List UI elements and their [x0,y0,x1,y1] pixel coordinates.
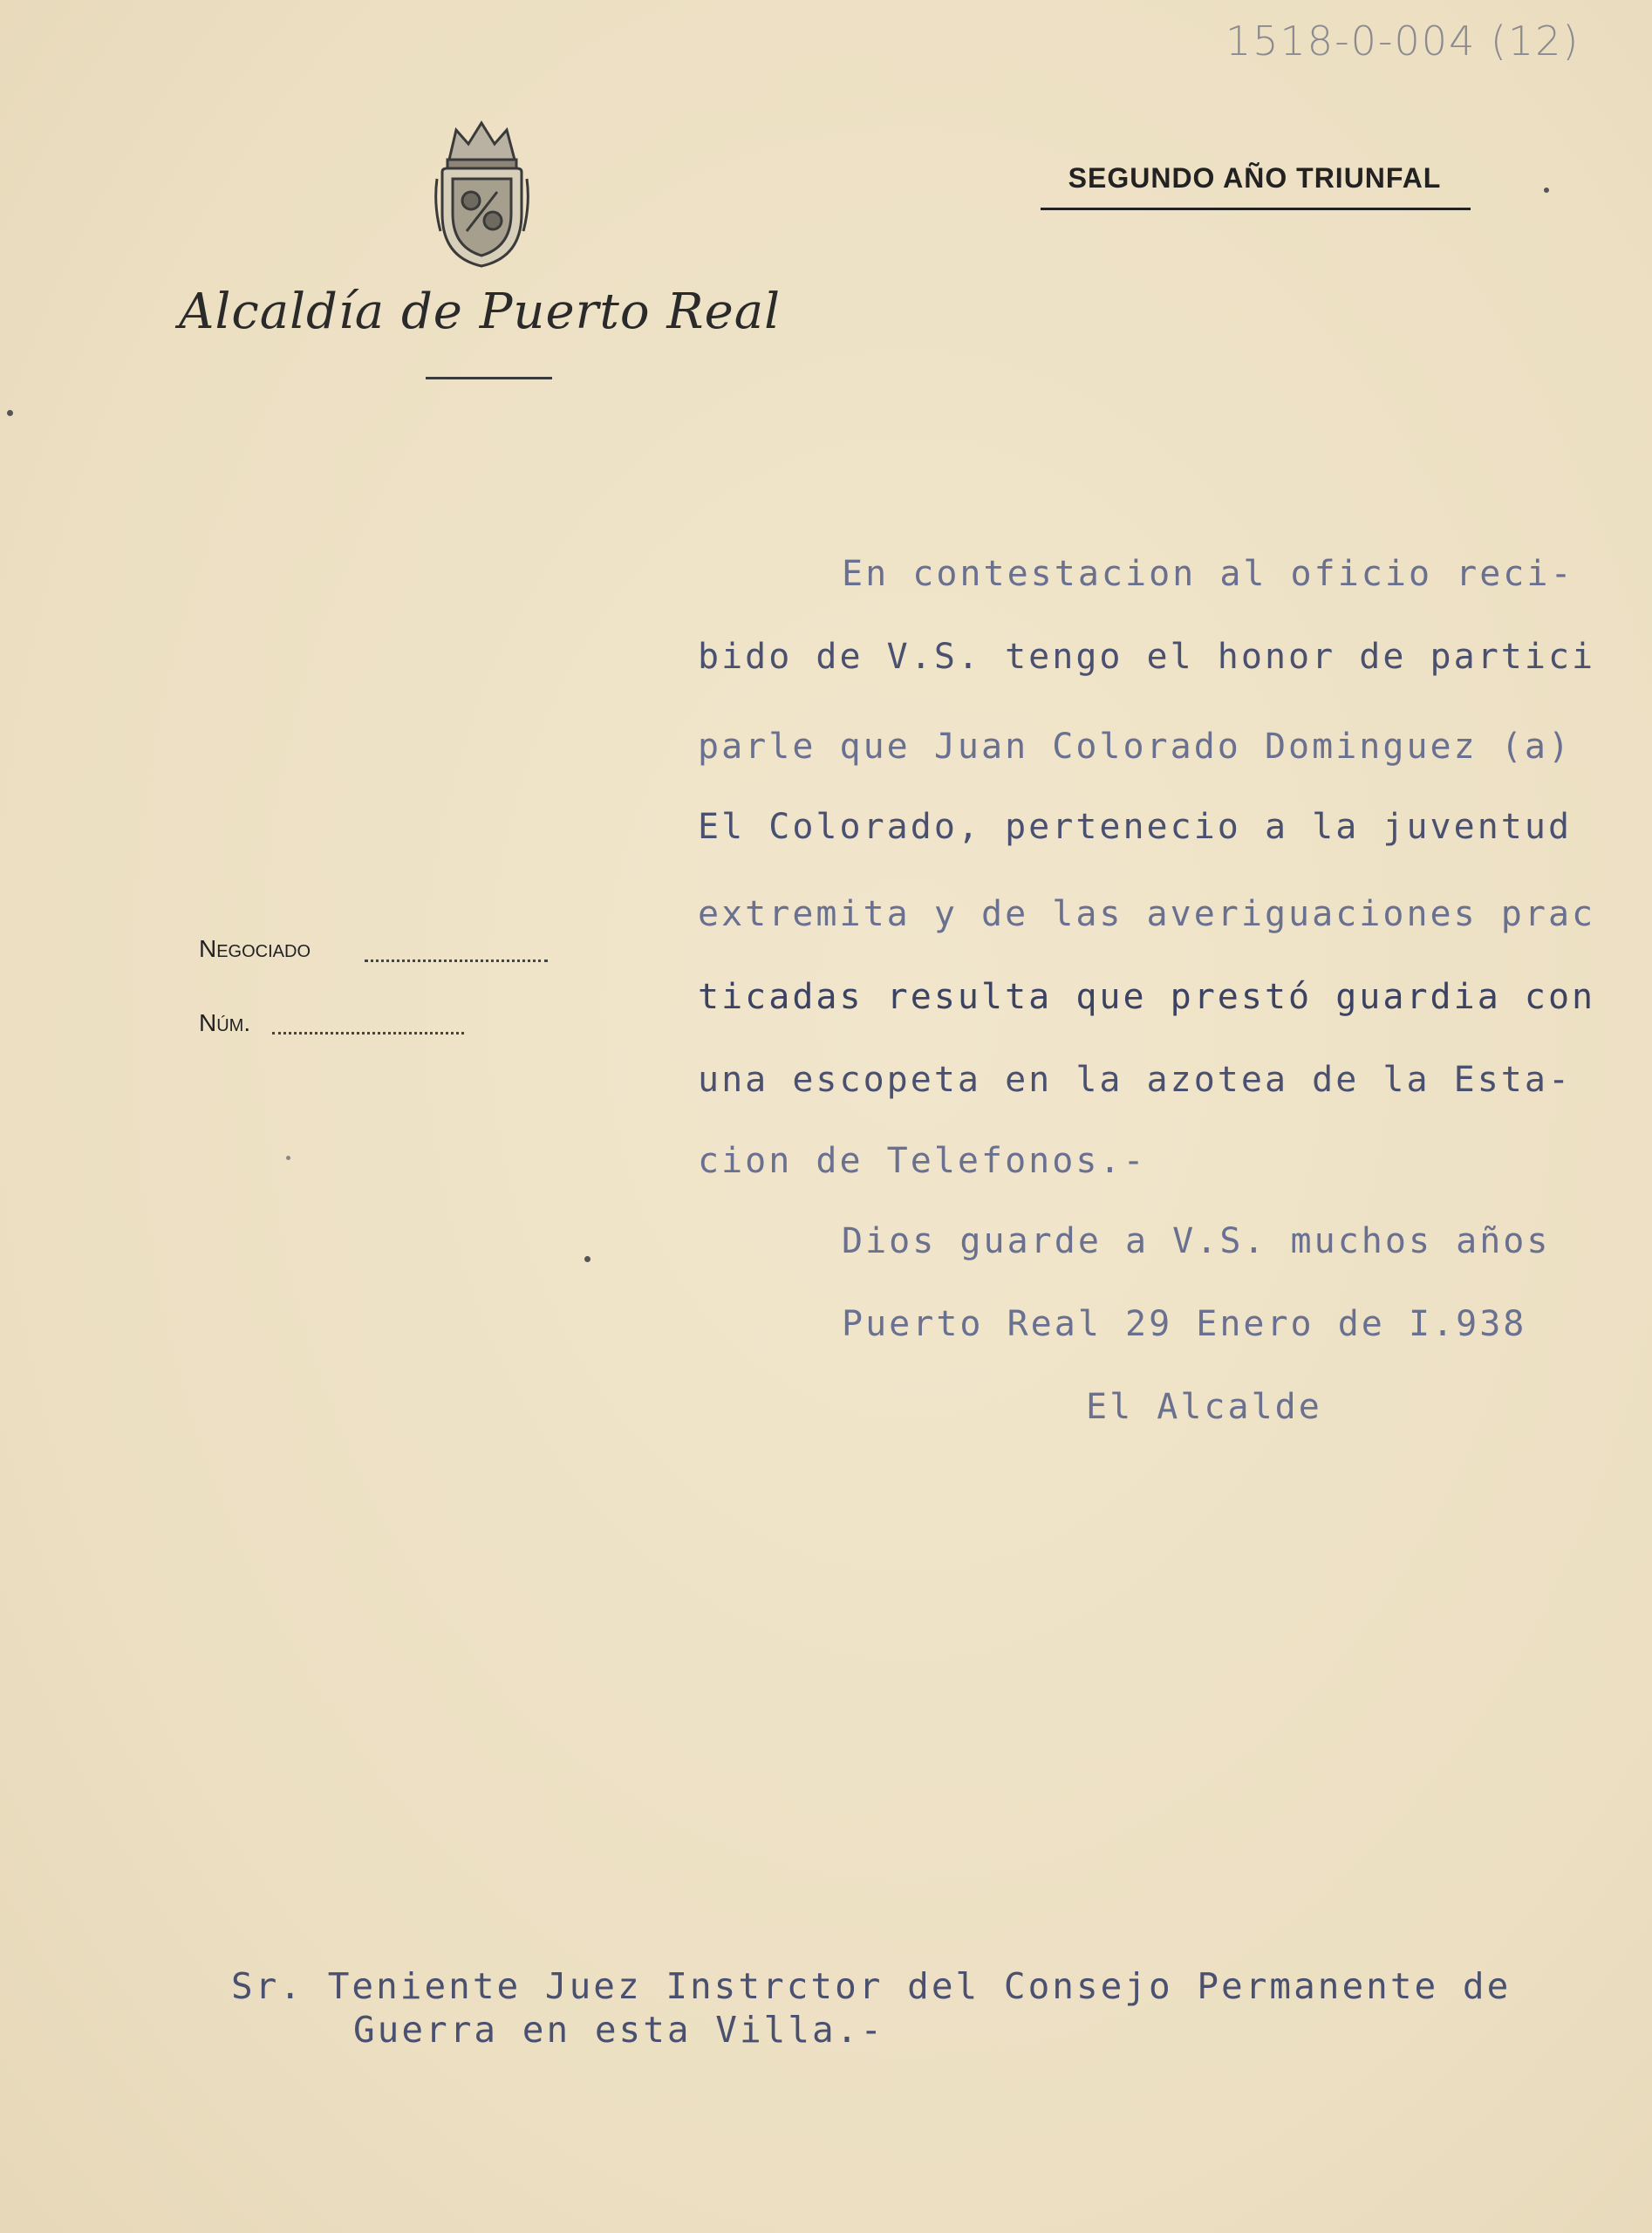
body-line-8: cion de Telefonos.- [698,1141,1147,1181]
ink-speck [1544,188,1549,193]
body-line-4: El Colorado, pertenecio a la juventud [698,807,1573,847]
negociado-label: Negociado [199,935,311,962]
body-line-7: una escopeta en la azotea de la Esta- [698,1060,1573,1100]
closing-salutation: Dios guarde a V.S. muchos años [842,1221,1551,1261]
closing-signer: El Alcalde [1086,1387,1322,1427]
body-line-2: bido de V.S. tengo el honor de partici [698,637,1596,677]
archive-reference: 1518-0-004 (12) [1225,17,1580,65]
body-line-5: extremita y de las averiguaciones prac [698,894,1596,934]
motto-underline [1041,208,1471,210]
num-label: Núm. [199,1009,251,1036]
ink-speck [584,1256,590,1262]
ink-speck [7,410,13,416]
addressee-line-2: Guerra en esta Villa.- [353,2009,885,2051]
body-line-1: En contestacion al oficio reci- [842,554,1574,594]
letterhead-title: Alcaldía de Puerto Real [179,283,782,340]
num-field [272,1032,464,1035]
body-line-6: ticadas resulta que prestó guardia con [698,977,1596,1017]
body-line-3: parle que Juan Colorado Dominguez (a) [698,727,1573,767]
closing-place-date: Puerto Real 29 Enero de I.938 [842,1304,1527,1344]
letterhead-divider [426,377,552,379]
motto-heading: SEGUNDO AÑO TRIUNFAL [1068,162,1442,194]
ink-speck [286,1156,290,1160]
coat-of-arms-icon [432,118,532,270]
addressee-line-1: Sr. Teniente Juez Instrctor del Consejo Permanente de [231,1965,1512,2007]
negociado-field [365,959,548,962]
